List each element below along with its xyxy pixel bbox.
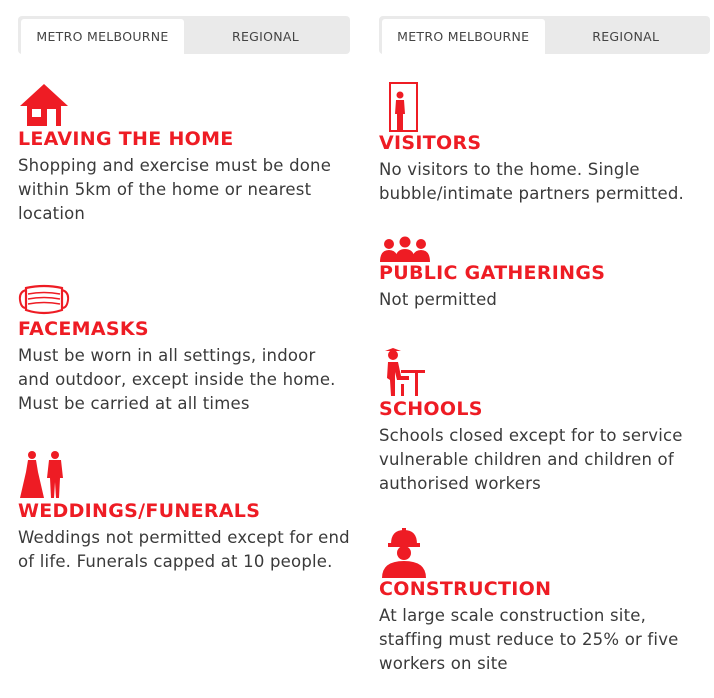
left-panel: [18, 16, 350, 571]
section-facemasks: [18, 282, 350, 416]
region-tabs: [18, 16, 350, 54]
student-desk-icon: [379, 348, 427, 398]
section-text: Schools closed except for to service vulnerable children and children of authorised workers: [379, 426, 683, 493]
section-text: Weddings not permitted except for end of life. Funerals capped at 10 people.: [18, 528, 350, 571]
section-public-gatherings: [379, 236, 710, 312]
group-people-icon: [379, 236, 431, 262]
facemask-icon: [18, 282, 70, 318]
visitor-door-icon: [379, 82, 419, 132]
section-construction: [379, 528, 710, 676]
right-panel: [379, 16, 710, 673]
section-title: CONSTRUCTION: [379, 578, 552, 600]
tab-regional[interactable]: REGIONAL: [592, 29, 660, 44]
house-icon: [18, 82, 70, 128]
section-title: LEAVING THE HOME: [18, 128, 234, 150]
tab-metro-melbourne[interactable]: METRO MELBOURNE: [382, 19, 545, 54]
section-visitors: [379, 82, 710, 206]
section-text: Must be worn in all settings, indoor and outdoor, except inside the home. Must be carried at all times: [18, 346, 336, 413]
section-leaving-home: [18, 82, 350, 226]
section-text: At large scale construction site, staffing must reduce to 25% or five workers on site: [379, 606, 679, 673]
section-title: FACEMASKS: [18, 318, 149, 340]
region-tabs: [379, 16, 710, 54]
hard-hat-worker-icon: [379, 528, 429, 578]
section-title: WEDDINGS/FUNERALS: [18, 500, 261, 522]
section-weddings-funerals: [18, 450, 350, 574]
wedding-couple-icon: [18, 450, 68, 500]
section-text: Not permitted: [379, 290, 498, 309]
section-text: No visitors to the home. Single bubble/intimate partners permitted.: [379, 160, 684, 203]
tab-regional[interactable]: REGIONAL: [231, 29, 300, 44]
section-title: SCHOOLS: [379, 398, 483, 420]
section-title: PUBLIC GATHERINGS: [379, 262, 606, 284]
section-title: VISITORS: [379, 132, 482, 154]
tab-metro-melbourne[interactable]: METRO MELBOURNE: [21, 19, 184, 54]
section-schools: [379, 348, 710, 496]
section-text: Shopping and exercise must be done within 5km of the home or nearest location: [18, 156, 332, 223]
